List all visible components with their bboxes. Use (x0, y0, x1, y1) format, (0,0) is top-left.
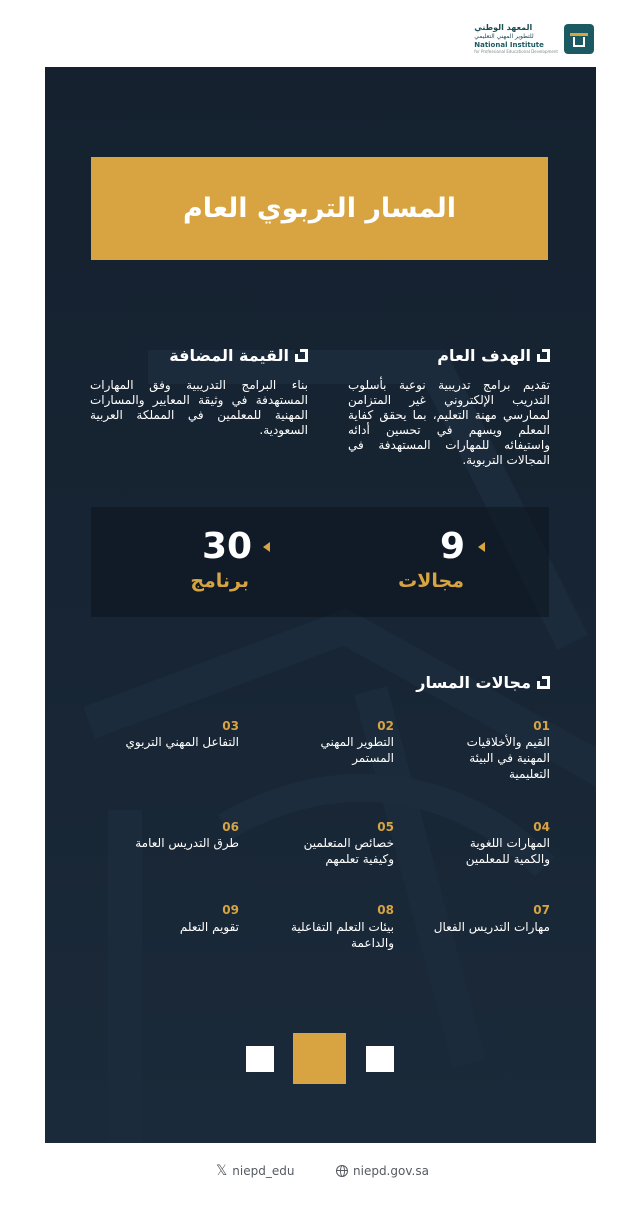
domains-heading-text: مجالات المسار (416, 673, 531, 692)
general-goal-heading-text: الهدف العام (437, 346, 531, 365)
main-panel (45, 67, 596, 1143)
globe-icon (336, 1165, 348, 1177)
logo-mark-icon (564, 24, 594, 54)
domain-number: 05 (377, 820, 394, 834)
domain-text: بيئات التعلم التفاعلية والداعمة (290, 920, 394, 950)
domain-number: 06 (222, 820, 239, 834)
added-value-heading-text: القيمة المضافة (169, 346, 289, 365)
logo-text (474, 24, 558, 54)
footer (0, 1164, 640, 1184)
domain-text: المهارات اللغوية والكمية للمعلمين (465, 836, 550, 866)
programs-count: 30 (202, 526, 253, 567)
pointer-icon (478, 542, 485, 552)
domains-label: مجالات (398, 570, 464, 592)
domain-text: تقويم التعلم (179, 920, 239, 934)
logo-subtitle-en: for Professional Educational Development (474, 49, 558, 54)
institute-logo (474, 24, 594, 54)
x-handle-link[interactable] (216, 1164, 294, 1178)
website-url: niepd.gov.sa (353, 1164, 429, 1178)
domain-text: طرق التدريس العامة (135, 836, 239, 850)
x-logo-icon: 𝕏 (216, 1163, 228, 1179)
domain-text: خصائص المتعلمين وكيفية تعلمهم (303, 836, 394, 866)
title-banner (91, 157, 548, 260)
domain-text: التطوير المهني المستمر (320, 735, 394, 765)
domain-number: 07 (533, 903, 550, 917)
general-goal-heading (437, 346, 550, 365)
domain-number: 09 (222, 903, 239, 917)
square-bullet-icon (295, 349, 308, 362)
gold-square-center (293, 1033, 346, 1084)
added-value-text: بناء البرامج التدريبية وفق المهارات المستهدفة في وثيقة المعايير والمسارات المهنية للمعلمين في المملكة العربية السعودية. (90, 378, 308, 437)
general-goal-text: تقديم برامج تدريبية نوعية بأسلوب التدريب الإلكتروني غير المتزامن لممارسي مهنة التعليم، بما يحقق كفاية المعلم ويسهم في تحسين أدائه واستيفائه للمهارات المستهدفة في المجالات التربوية. (348, 378, 550, 467)
white-square-left (246, 1046, 274, 1072)
website-link[interactable] (336, 1164, 429, 1178)
square-bullet-icon (537, 349, 550, 362)
domain-text: مهارات التدريس الفعال (433, 920, 550, 934)
white-square-right (366, 1046, 394, 1072)
stats-band (91, 507, 549, 617)
x-handle: niepd_edu (232, 1164, 295, 1178)
square-bullet-icon (537, 676, 550, 689)
logo-name-ar: المعهد الوطني (474, 23, 533, 32)
domain-text: التفاعل المهني التربوي (125, 735, 239, 749)
logo-name-en: National Institute (474, 41, 544, 49)
domains-heading (416, 673, 550, 692)
domain-text: القيم والأخلاقيات المهنية في البيئة التعليمية (466, 735, 550, 781)
added-value-heading (169, 346, 308, 365)
programs-label: برنامج (190, 570, 249, 592)
domain-number: 03 (222, 719, 239, 733)
domain-number: 04 (533, 820, 550, 834)
domain-number: 02 (377, 719, 394, 733)
domain-number: 08 (377, 903, 394, 917)
page-title: المسار التربوي العام (182, 193, 457, 224)
domains-count: 9 (440, 526, 466, 567)
domain-number: 01 (533, 719, 550, 733)
pointer-icon (263, 542, 270, 552)
logo-subtitle-ar: للتطوير المهني التعليمي (474, 33, 534, 40)
